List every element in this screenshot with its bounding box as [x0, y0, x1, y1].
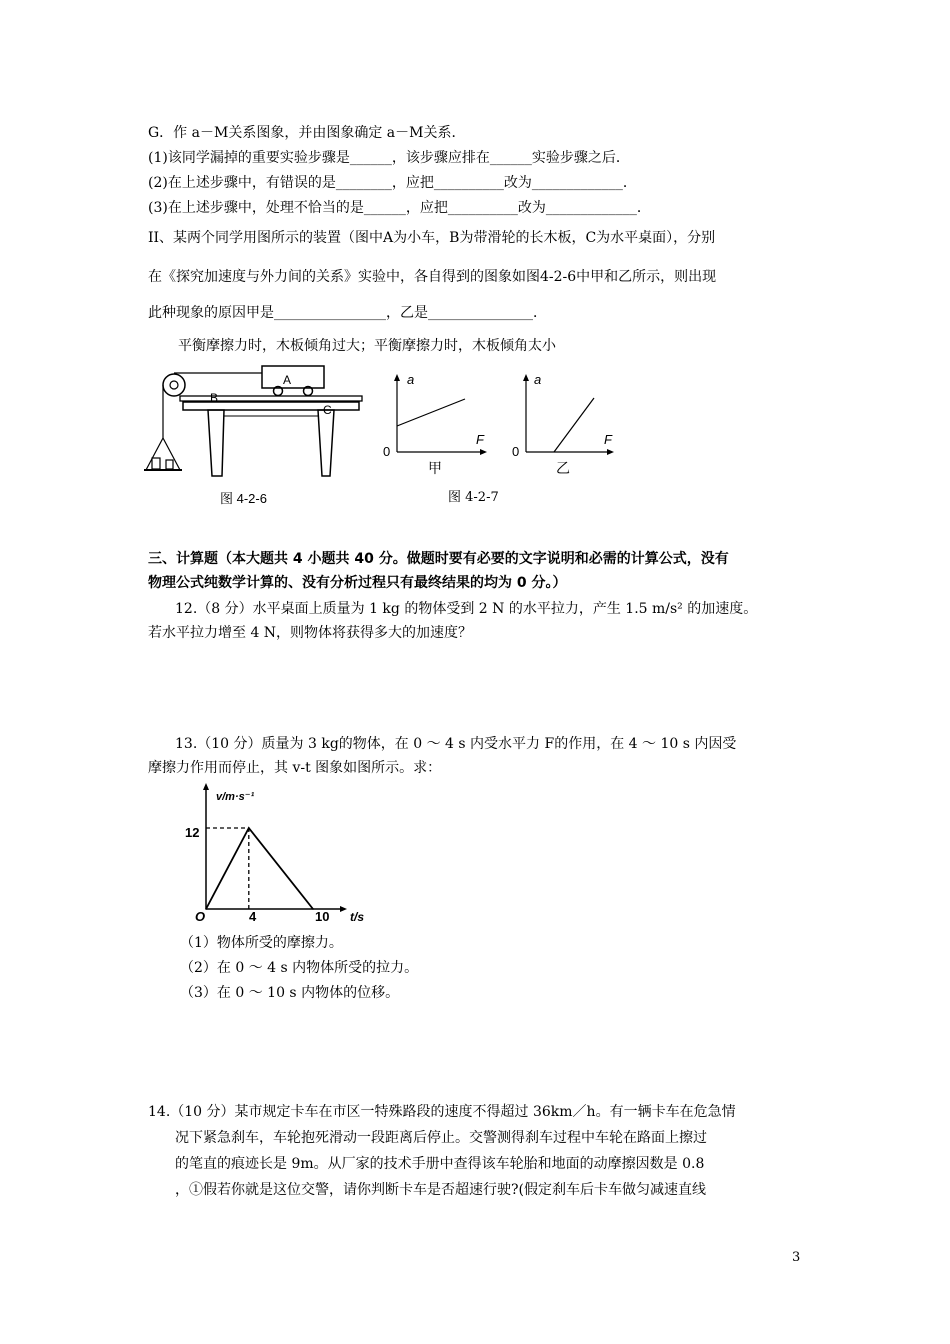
jia-axis-f: F	[476, 432, 484, 447]
vt-point	[312, 908, 314, 910]
q13-line1: 13.（10 分）质量为 3 kg的物体，在 0 ～ 4 s 内受水平力 F的作用，在 4 ～ 10 s 内因受	[175, 736, 737, 752]
part-ii-line1: II、某两个同学用图所示的装置（图中A为小车，B为带滑轮的长木板，C为水平桌面），分别	[148, 230, 716, 246]
graph-jia	[380, 372, 500, 482]
vt-chart	[185, 780, 380, 925]
jia-line	[397, 399, 465, 426]
yi-axis-f: F	[604, 432, 612, 447]
step-g: G．作 a－M关系图象，并由图象确定 a－M关系．	[148, 125, 466, 141]
long-board	[180, 396, 362, 401]
question-1: (1)该同学漏掉的重要实验步骤是______，该步骤应排在______实验步骤之后．	[148, 150, 630, 166]
q14-line4: ，①假若你就是这位交警，请你判断卡车是否超速行驶?(假定刹车后卡车做匀减速直线	[175, 1182, 706, 1198]
vt-point	[205, 908, 207, 910]
vt-origin: O	[195, 909, 206, 924]
yi-axis-a: a	[534, 372, 542, 387]
yi-line	[554, 398, 594, 452]
label-a: A	[283, 373, 292, 387]
apparatus-caption: 图 4-2-6	[220, 491, 267, 506]
q14-line3: 的笔直的痕迹长是 9m。从厂家的技术手册中查得该车轮胎和地面的动摩擦因数是 0.8	[175, 1156, 705, 1172]
apparatus-diagram	[140, 362, 370, 512]
vt-x-tick-4: 4	[249, 909, 257, 924]
vt-series-line	[206, 828, 313, 909]
graphs-caption: 图 4-2-7	[448, 490, 499, 505]
jia-origin: 0	[383, 444, 391, 459]
q13-sub3: （3）在 0 ～ 10 s 内物体的位移。	[180, 985, 400, 1001]
q12-line2: 若水平拉力增至 4 N，则物体将获得多大的加速度？	[148, 625, 473, 641]
pulley	[163, 374, 185, 396]
graph-yi	[512, 372, 632, 482]
q14-line1: 14.（10 分）某市规定卡车在市区一特殊路段的速度不得超过 36km／h。有一辆卡车在危急情	[148, 1104, 736, 1120]
section3-heading-1: 三、计算题（本大题共 4 小题共 40 分。做题时要有必要的文字说明和必需的计算公式，没有	[148, 551, 729, 567]
vt-y-tick-12: 12	[185, 825, 200, 840]
label-b: B	[210, 391, 219, 405]
q13-line2: 摩擦力作用而停止，其 v-t 图象如图所示。求：	[148, 760, 442, 776]
vt-x-tick-10: 10	[315, 909, 330, 924]
answer-text: 平衡摩擦力时，木板倾角过大；平衡摩擦力时，木板倾角太小	[178, 338, 556, 354]
label-c: C	[323, 403, 332, 417]
vt-xlabel: t/s	[350, 910, 365, 924]
yi-origin: 0	[512, 444, 520, 459]
vt-point	[248, 827, 250, 829]
yi-label: 乙	[556, 460, 570, 476]
q14-line2: 况下紧急刹车，车轮抱死滑动一段距离后停止。交警测得刹车过程中车轮在路面上擦过	[175, 1130, 707, 1146]
part-ii-line2: 在《探究加速度与外力间的关系》实验中，各自得到的图象如图4-2-6中甲和乙所示，则出现	[148, 269, 717, 285]
q13-sub2: （2）在 0 ～ 4 s 内物体所受的拉力。	[180, 960, 419, 976]
q13-sub1: （1）物体所受的摩擦力。	[180, 935, 343, 951]
jia-axis-a: a	[407, 372, 415, 387]
question-2: (2)在上述步骤中，有错误的是________，应把__________改为_____________．	[148, 175, 637, 191]
question-3: (3)在上述步骤中，处理不恰当的是______，应把__________改为_____________．	[148, 200, 651, 216]
section3-heading-2: 物理公式纯数学计算的、没有分析过程只有最终结果的均为 0 分。）	[148, 575, 567, 591]
cart	[262, 366, 324, 388]
q12-line1: 12.（8 分）水平桌面上质量为 1 kg 的物体受到 2 N 的水平拉力，产生 1.5 m/s² 的加速度。	[175, 601, 758, 617]
part-ii-line3: 此种现象的原因甲是________________，乙是_______________．	[148, 305, 547, 321]
jia-label: 甲	[428, 460, 442, 476]
vt-ylabel: v/m·s⁻¹	[216, 791, 255, 803]
page-number: 3	[792, 1250, 801, 1265]
